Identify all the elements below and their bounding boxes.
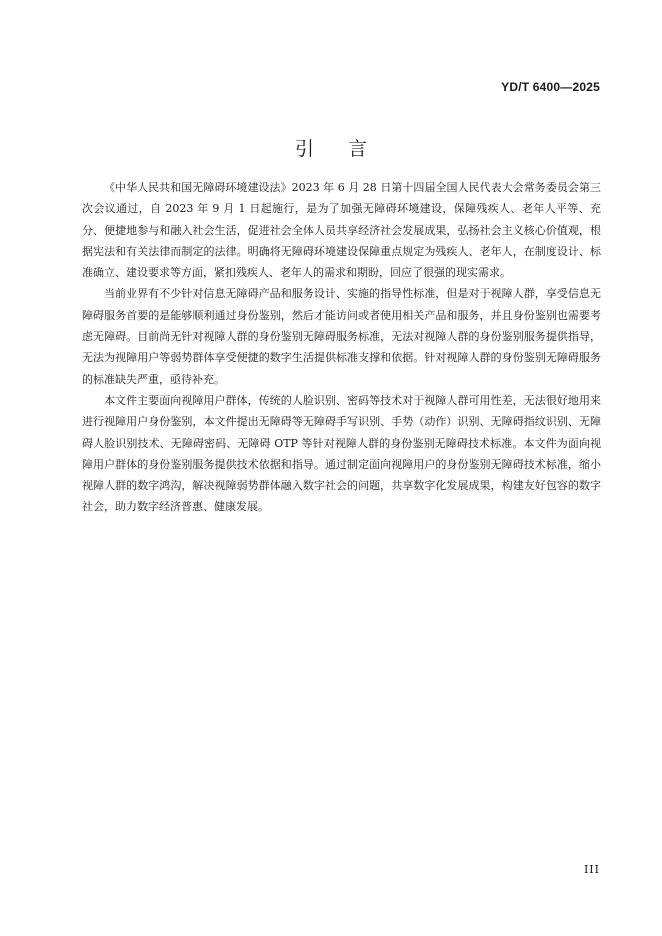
paragraph-document-scope: 本文件主要面向视障用户群体，传统的人脸识别、密码等技术对于视障人群可用性差，无法很好地用来进行视障用户身份鉴别，本文件提出无障碍等无障碍手写识别、手势（动作）识别、无障碍指纹识别、无障碍人脸识别技术、无障碍密码、无障碍 OTP 等针对视障人群的身份鉴别无障碍技术标准。本文件为面向视障用户群体的身份鉴别服务提供技术依据和指导。通过制定面向视障用户的身份鉴别无障碍技术标准，缩小视障人群的数字鸿沟，解决视障弱势群体融入数字社会的问题，共享数字化发展成果，构建友好包容的数字社会，助力数字经济普惠、健康发展。	[82, 393, 601, 514]
document-code: YD/T 6400—2025	[501, 80, 600, 94]
paragraph-current-situation: 当前业界有不少针对信息无障碍产品和服务设计、实施的指导性标准，但是对于视障人群，享受信息无障碍服务首要的是能够顺利通过身份鉴别，然后才能访问或者使用相关产品和服务，并且身份鉴别也需要考虑无障碍。目前尚无针对视障人群的身份鉴别无障碍服务标准，无法对视障人群的身份鉴别服务提供指导，无法为视障用户等弱势群体享受便捷的数字生活提供标准支撑和依据。针对视障人群的身份鉴别无障碍服务的标准缺失严重，亟待补充。	[82, 287, 601, 386]
section-title: 引言	[294, 138, 401, 160]
paragraph-law-background: 《中华人民共和国无障碍环境建设法》2023 年 6 月 28 日第十四届全国人民代表大会常务委员会第三次会议通过，自 2023 年 9 月 1 日起施行，是为了加强无障碍环境建设，保障残疾人、老年人平等、充分、便捷地参与和融入社会生活，促进社会全体人员共享经济社会发展成果，弘扬社会主义核心价值观，根据宪法和有关法律而制定的法律。明确将无障碍环境建设保障重点规定为残疾人、老年人，在制度设计、标准确立、建设要求等方面，紧扣残疾人、老年人的需求和期盼，回应了很强的现实需求。	[82, 181, 601, 280]
page-number: III	[583, 863, 600, 876]
body-text	[82, 177, 601, 518]
